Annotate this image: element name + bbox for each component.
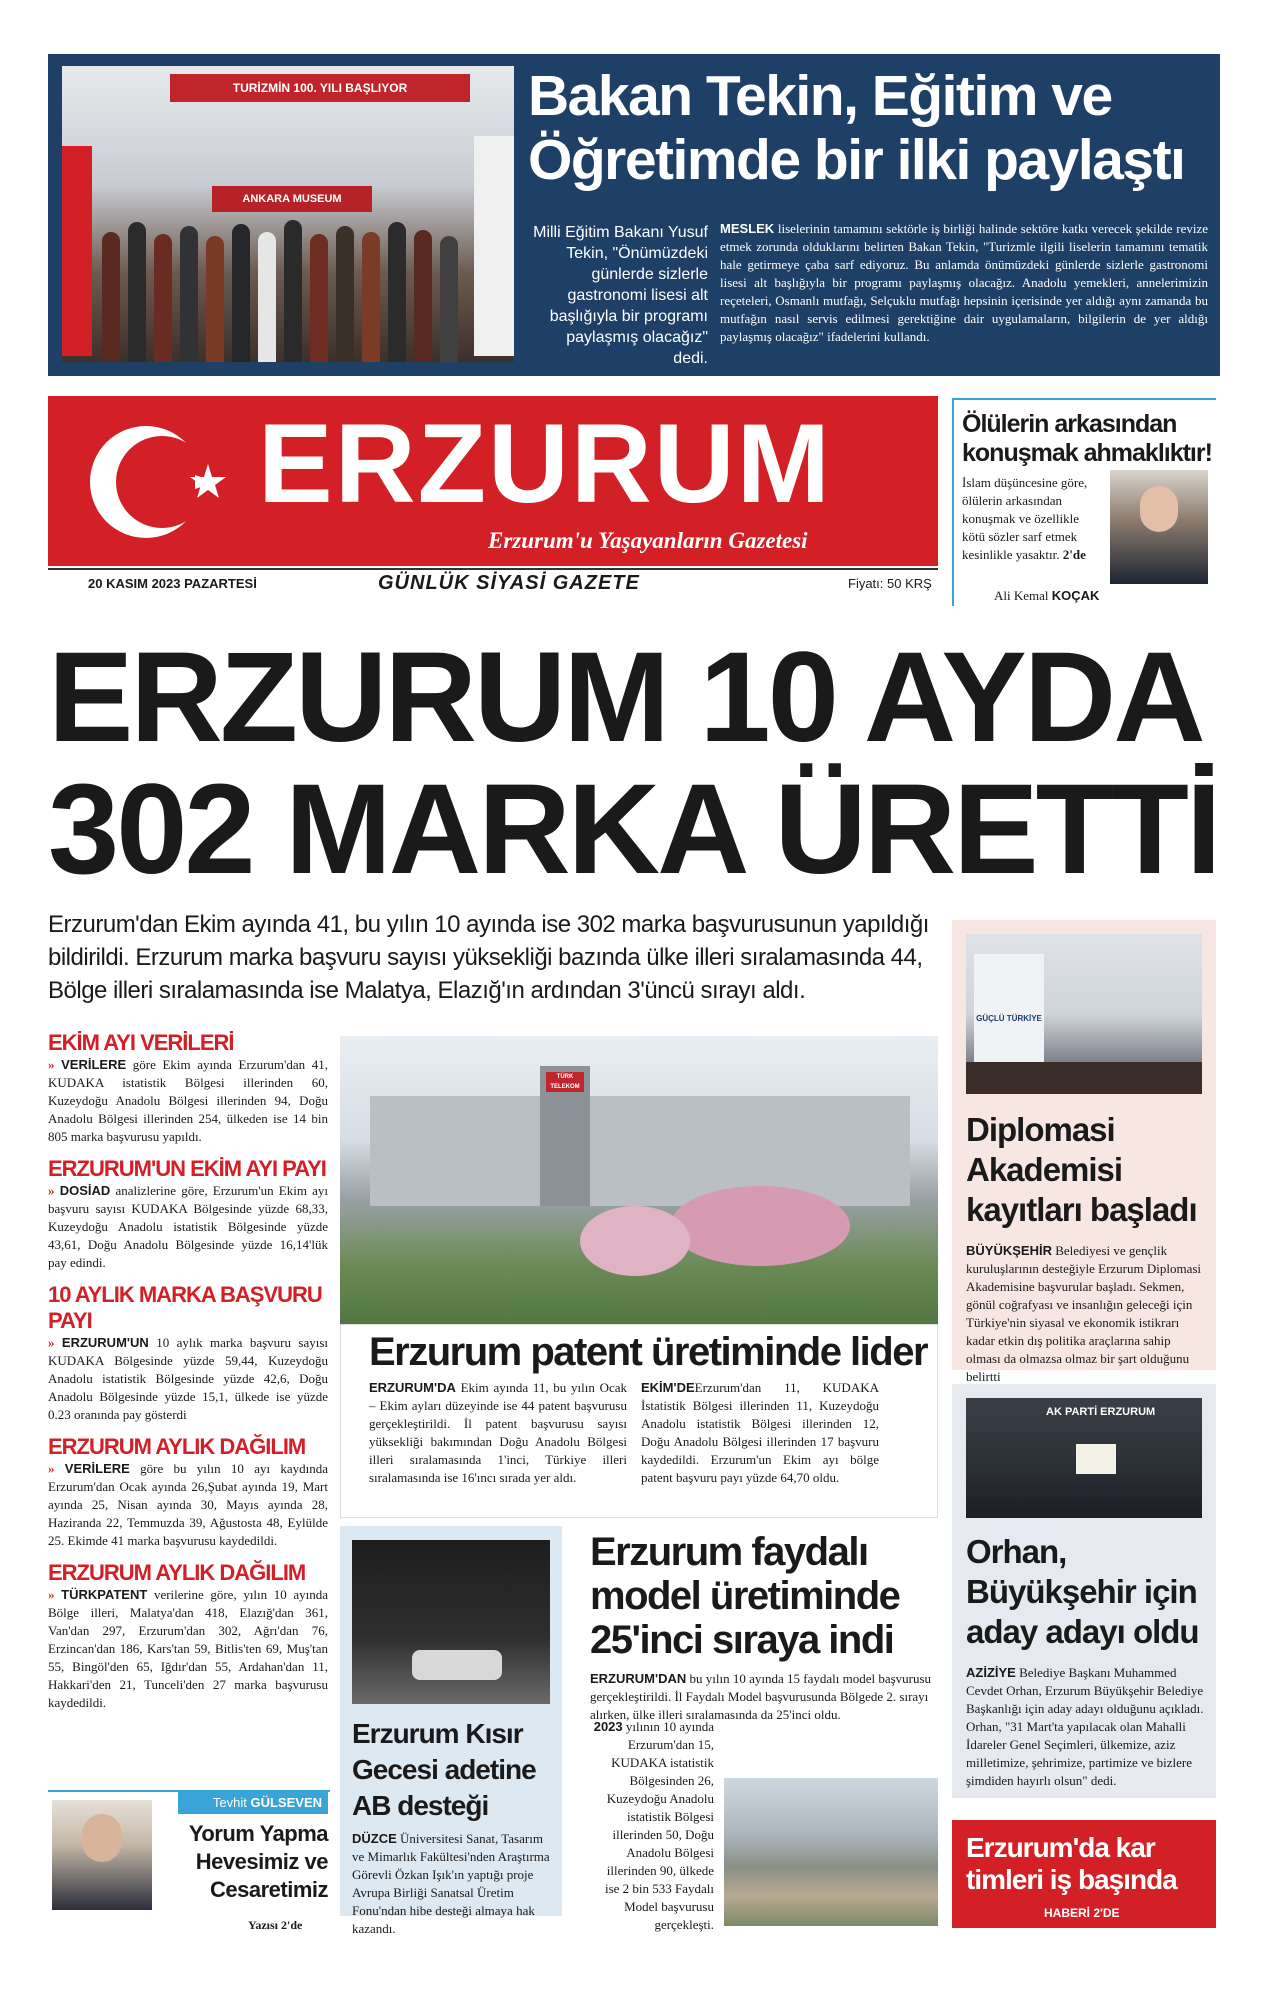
photo-tower-sign: TÜRK TELEKOM	[546, 1072, 584, 1092]
photo-table	[966, 1062, 1202, 1094]
yorum-face	[82, 1814, 122, 1862]
top-banner	[48, 54, 1220, 376]
orhan-title: Orhan, Büyükşehir için aday adayı oldu	[966, 1533, 1199, 1650]
section-body	[48, 1334, 328, 1424]
patent-photo	[340, 1036, 938, 1332]
section-title: EKİM AYI VERİLERİ	[48, 1030, 234, 1055]
kisir-body	[352, 1830, 556, 1938]
kisir-title: Erzurum Kısır Gecesi adetine AB desteği	[352, 1718, 536, 1821]
photo-person	[362, 232, 380, 362]
orhan-body	[966, 1664, 1206, 1790]
photo-certificate	[1076, 1444, 1116, 1474]
yorum-author	[178, 1792, 328, 1814]
chevron-right-icon: »	[48, 1057, 55, 1072]
diplomasi-lead: BÜYÜKŞEHİR	[966, 1243, 1052, 1258]
section-body	[48, 1586, 328, 1712]
diplomasi-article	[952, 920, 1216, 1384]
photo-person	[336, 226, 354, 362]
photo-party-sign: AK PARTİ ERZURUM	[1046, 1406, 1156, 1418]
main-headline-line1: ERZURUM 10 AYDA	[48, 626, 1203, 769]
kar-ref: HABERİ 2'DE	[1044, 1906, 1120, 1920]
photo-person	[388, 222, 406, 362]
section-text: göre Ekim ayında Erzurum'dan 41, KUDAKA istatistik Bölgesi illerinden 60, Kuzeydoğu Anadolu Bölgesi illerinden 94, Doğu Anadolu Bölgesi illerinden 254, ülkeden ise 14 bin 805 marka başvurusu yapıldı.	[48, 1057, 329, 1144]
faydali-lead: ERZURUM'DAN	[590, 1671, 687, 1686]
photo-sign: TURİZMİN 100. YILI BAŞLIYOR	[170, 74, 470, 102]
photo-flag-right	[474, 136, 514, 356]
yorum-column	[48, 1790, 330, 1938]
diplomasi-body	[966, 1242, 1206, 1386]
yorum-author-last: GÜLSEVEN	[250, 1795, 322, 1810]
crescent-star-icon	[58, 406, 248, 556]
photo-rollup-sign: GÜÇLÜ TÜRKİYE	[974, 954, 1044, 1064]
photo-tree	[670, 1186, 850, 1266]
photo-person	[440, 236, 458, 362]
section-lead: VERİLERE	[64, 1461, 130, 1476]
patent-col2-text: Erzurum'dan 11, KUDAKA İstatistik Bölgesi illerinden 11, Kuzeydoğu Anadolu istatistik Bölgesi illerinden 12, Doğu Anadolu Bölgesi illerinden 17 başvuru kaydedildi. Erzurum'un Ekim ayı bölge patent başvuru payı yüzde 64,70 oldu.	[641, 1380, 879, 1485]
section-title: ERZURUM AYLIK DAĞILIM	[48, 1434, 306, 1459]
faydali-text: bu yılın 10 ayında 15 faydalı model başvurusu gerçekleştirildi. İl Faydalı Model başvurusunda Bölgede 2. sırayı alırken, ülke illeri sıralamasında da 25'inci oldu.	[590, 1671, 932, 1722]
photo-person	[180, 226, 198, 362]
faydali-title: Erzurum faydalı model üretiminde 25'inci sıraya indi	[590, 1530, 900, 1662]
kisir-photo	[352, 1540, 550, 1704]
faydali-article	[572, 1526, 940, 1932]
top-side-quote: Milli Eğitim Bakanı Yusuf Tekin, "Önümüzdeki günlerde sizlerle gastronomi lisesi alt başlığıyla bir programı paylaşmış olacağız" dedi.	[533, 224, 708, 367]
yorum-author-first: Tevhit	[212, 1795, 247, 1810]
photo-flag-left	[62, 146, 92, 356]
section-body	[48, 1182, 328, 1272]
photo-floor-figure	[412, 1650, 502, 1680]
photo-banner: ANKARA MUSEUM	[212, 186, 372, 212]
yorum-title: Yorum Yapma Hevesimiz ve Cesaretimiz	[188, 1821, 328, 1902]
photo-person	[414, 230, 432, 362]
photo-person	[258, 232, 276, 362]
masthead	[48, 396, 938, 594]
main-headline-line2: 302 MARKA ÜRETTİ	[48, 758, 1219, 901]
chevron-right-icon: »	[48, 1183, 55, 1198]
section-text: 10 aylık marka başvuru sayısı KUDAKA Bölgesinde yüzde 59,44, Kuzeydoğu Anadolu istatistik Bölgesinde yüzde 42,6, Doğu Anadolu Bölgesinde yüzde 15,1, ülkede ise yüzde 0.23 oranında pay gösterdi	[48, 1335, 329, 1422]
masthead-info-line	[48, 568, 938, 596]
side-column-body	[962, 474, 1102, 564]
section-text: verilerine göre, yılın 10 ayında Bölge illeri, Malatya'dan 418, Elazığ'dan 361, Van'dan 297, Erzurum'dan 302, Ağrı'dan 76, Erzincan'dan 186, Kars'tan 59, Bitlis'ten 69, Muş'tan 55, Bingöl'den 65, Iğdır'dan 55, Ardahan'dan 11, Hakkari'den 21, Tunceli'den 27 marka başvurusu kaydedildi.	[48, 1587, 329, 1710]
left-column	[48, 1030, 328, 1722]
photo-person	[284, 220, 302, 362]
top-photo	[62, 66, 514, 362]
kisir-article	[340, 1526, 562, 1936]
photo-person	[128, 222, 146, 362]
photo-building	[370, 1096, 910, 1206]
left-section	[48, 1030, 328, 1146]
columnist-face	[1140, 486, 1178, 532]
masthead-banner	[48, 396, 938, 566]
orhan-lead: AZİZİYE	[966, 1665, 1016, 1680]
price: Fiyatı: 50 KRŞ	[848, 576, 932, 591]
section-lead: TÜRKPATENT	[61, 1587, 148, 1602]
section-body	[48, 1056, 328, 1146]
section-lead: DOSİAD	[59, 1183, 111, 1198]
section-title: ERZURUM'UN EKİM AYI PAYI	[48, 1156, 326, 1181]
main-lead: Erzurum'dan Ekim ayında 41, bu yılın 10 ayında ise 302 marka başvurusunun yapıldığı bildirildi. Erzurum marka başvuru sayısı yüksekliği bazında ülke illeri sıralamasında 44, Bölge illeri sıralamasında ise Malatya, Elazığ'ın ardından 3'üncü sırayı aldı.	[48, 911, 929, 1004]
orhan-text: Belediye Başkanı Muhammed Cevdet Orhan, Erzurum Büyükşehir Belediye Başkanlığı için aday adayı olduğunu açıkladı. Orhan, "31 Mart'ta yapılacak olan Mahalli İdareler Genel Seçimleri, ülkemize, aziz milletimize, şehrimize, partimize ve bizlere şimdiden hayırlı olsun" dedi.	[966, 1665, 1204, 1788]
top-lead-word: MESLEK	[720, 221, 775, 236]
side-column-ref: 2'de	[1062, 547, 1086, 562]
orhan-photo	[966, 1398, 1202, 1518]
issue-date: 20 KASIM 2023 PAZARTESİ	[88, 576, 257, 591]
side-column-text: İslam düşüncesine göre, ölülerin arkasından konuşmak ve özellikle kötü sözler sarf etmek kesinlikle yasaktır.	[962, 475, 1088, 562]
left-section	[48, 1156, 328, 1272]
author-last: KOÇAK	[1051, 588, 1100, 603]
kar-article	[952, 1820, 1216, 1928]
patent-article	[340, 1324, 938, 1518]
patent-col1-text: Ekim ayında 11, bu yılın Ocak – Ekim ayları düzeyinde ise 44 patent başvurusu gerçekleştirildi. İl patent başvurusu sayısı yüksekliği bakımından Doğu Anadolu Bölgesi illeri sıralamasında 1'inci, Türkiye illeri sıralamasında ise 16'ıncı sırada yer aldı.	[369, 1380, 627, 1485]
faydali-body	[590, 1670, 938, 1724]
kisir-text: Üniversitesi Sanat, Tasarım ve Mimarlık Fakültesi'nden Araştırma Görevli Özkan Işık'ın yaptığı proje Avrupa Birliği Sanatsal Üretim Fonu'ndan hibe desteği almaya hak kazandı.	[352, 1831, 550, 1936]
left-section	[48, 1282, 328, 1424]
orhan-article	[952, 1384, 1216, 1798]
photo-person	[154, 234, 172, 362]
kar-title: Erzurum'da kar timleri iş başında	[966, 1832, 1177, 1895]
columnist-photo	[1110, 470, 1208, 584]
chevron-right-icon: »	[48, 1587, 55, 1602]
side-column-box	[952, 398, 1216, 606]
faydali-text2: yılının 10 ayında Erzurum'dan 15, KUDAKA istatistik Bölgesinden 26, Kuzeydoğu Anadolu istatistik Bölgesi illerinden 50, Doğu Anadolu Bölgesi illerinden 90, ülkede ise 2 bin 533 Faydalı Model başvurusu gerçekleşti.	[604, 1719, 714, 1932]
patent-title: Erzurum patent üretiminde lider	[369, 1330, 928, 1374]
chevron-right-icon: »	[48, 1335, 55, 1350]
diplomasi-text: Belediyesi ve gençlik kuruluşlarının desteğiyle Erzurum Diplomasi Akademisine başvurular başladı. Sekmen, gönül coğrafyası ve insanlığın geleceği için Türkiye'nin siyasal ve ekonomik istikrarı kadar etkin dış politika araçlarına sahip olması da olmazsa olmaz bir şart olduğunu belirtti	[966, 1243, 1202, 1384]
section-text: göre bu yılın 10 ayı kaydında Erzurum'dan Ocak ayında 26,Şubat ayında 19, Mart ayında 25, Nisan ayında 30, Mayıs ayında 28, Haziranda 22, Temmuzda 39, Ağustosta 48, Eylülde 25. Ekimde 41 marka başvurusu kaydedildi.	[48, 1461, 329, 1548]
photo-person	[102, 232, 120, 362]
photo-person	[232, 224, 250, 362]
patent-col2	[641, 1379, 879, 1487]
faydali-photo	[724, 1778, 938, 1926]
section-title: ERZURUM AYLIK DAĞILIM	[48, 1560, 306, 1585]
faydali-lead2: 2023	[593, 1719, 623, 1734]
masthead-title: ERZURUM	[258, 401, 832, 526]
author-first: Ali Kemal	[994, 588, 1049, 603]
patent-col1	[369, 1379, 627, 1487]
top-body	[720, 220, 1208, 346]
top-body-text: liselerinin tamamını sektörle iş birliği halinde sektöre katkı verecek şekilde revize etmek zorunda olduklarını belirten Bakan Tekin, "Turizmle ilgili liselerin tamamını tematik hale getirmeye çaba sarf ediyoruz. Bu anlamda önümüzdeki günlerde sizlerle gastronomi lisesi alt başlığıyla bir programı paylaşmış olacağız. Anadolu yemekleri, annelerimizin reçeteleri, Osmanlı mutfağı, Selçuklu mutfağı hepsinin içerisinde yer aldığı aynı zamanda bu mutfağın nasıl servis edilmesi gerektiğine dair uygulamaların, bilgilerin de yer aldığı paylaşmış olacağız" ifadelerini kullandı.	[720, 221, 1208, 344]
paper-type: GÜNLÜK SİYASİ GAZETE	[378, 572, 640, 594]
section-text: analizlerine göre, Erzurum'un Ekim ayı başvuru sayısı KUDAKA Bölgesinde yüzde 68,33, Kuzeydoğu Anadolu istatistik Bölgesinde yüzde 43,61, Doğu Anadolu Bölgesinde yüzde 16,14'lük pay edindi.	[48, 1183, 329, 1270]
section-body	[48, 1460, 328, 1550]
main-headline	[48, 626, 1228, 901]
top-headline: Bakan Tekin, Eğitim ve Öğretimde bir ilki paylaştı	[528, 64, 1185, 192]
photo-person	[206, 236, 224, 362]
chevron-right-icon: »	[48, 1461, 55, 1476]
side-column-title: Ölülerin arkasından konuşmak ahmaklıktır!	[962, 410, 1212, 467]
section-lead: VERİLERE	[61, 1057, 127, 1072]
left-section	[48, 1434, 328, 1550]
yorum-photo	[52, 1800, 152, 1910]
side-column-author	[994, 588, 1099, 604]
left-section	[48, 1560, 328, 1712]
masthead-tagline: Erzurum'u Yaşayanların Gazetesi	[488, 528, 808, 553]
photo-tree	[580, 1206, 690, 1276]
photo-person	[310, 234, 328, 362]
yorum-ref: Yazısı 2'de	[248, 1918, 303, 1932]
patent-col2-lead: EKİM'DE	[641, 1380, 695, 1395]
patent-col1-lead: ERZURUM'DA	[369, 1380, 456, 1395]
diplomasi-photo	[966, 934, 1202, 1094]
diplomasi-title: Diplomasi Akademisi kayıtları başladı	[966, 1111, 1197, 1228]
faydali-body2	[590, 1718, 714, 1934]
kisir-lead: DÜZCE	[352, 1831, 397, 1846]
section-title: 10 AYLIK MARKA BAŞVURU PAYI	[48, 1282, 322, 1333]
section-lead: ERZURUM'UN	[61, 1335, 149, 1350]
